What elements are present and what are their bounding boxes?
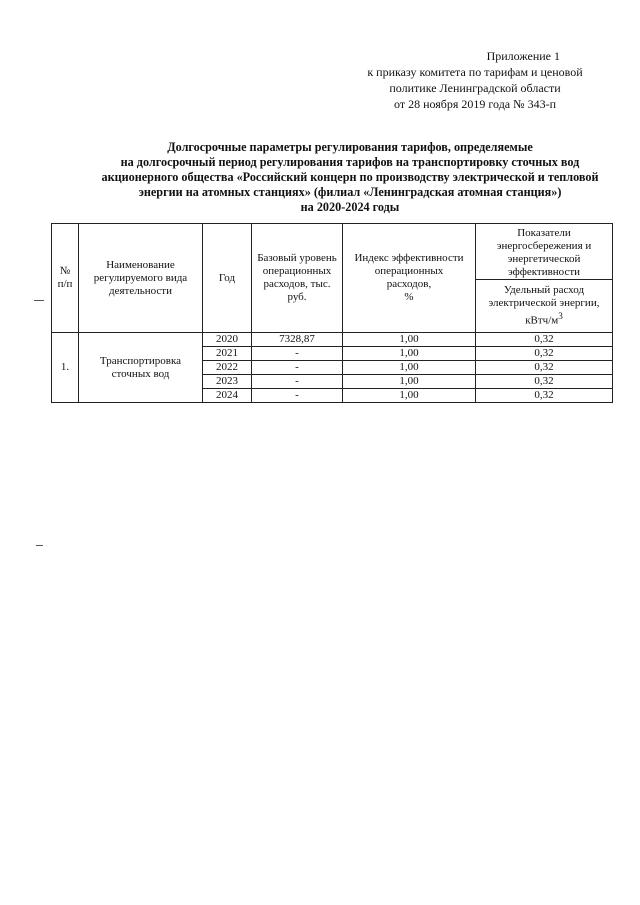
row-activity-name: Транспортировка сточных вод: [79, 333, 203, 403]
appendix-committee-line: политике Ленинградской области: [389, 81, 561, 95]
header-energy-group: Показатели энергосбережения и энергетической эффективности: [476, 224, 613, 280]
cell-energy: 0,32: [476, 361, 613, 375]
cell-year: 2020: [203, 333, 252, 347]
appendix-order-line: к приказу комитета по тарифам и ценовой: [367, 65, 583, 79]
parameters-table: [51, 223, 613, 403]
title-line-1: Долгосрочные параметры регулирования тарифов, определяемые: [167, 140, 533, 154]
cell-year: 2022: [203, 361, 252, 375]
cell-base: -: [252, 347, 343, 361]
scan-mark-1: [34, 300, 44, 301]
row-number: 1.: [52, 333, 79, 403]
appendix-header: [330, 48, 620, 112]
title-line-2: на долгосрочный период регулирования тарифов на транспортировку сточных вод: [120, 155, 580, 169]
header-number: № п/п: [52, 224, 79, 333]
cell-energy: 0,32: [476, 375, 613, 389]
scan-mark-2: [36, 545, 43, 546]
header-specific-consumption: [476, 280, 613, 333]
cell-index: 1,00: [343, 347, 476, 361]
header-base-expenses: Базовый уровень операционных расходов, тыс. руб.: [252, 224, 343, 333]
title-line-4: энергии на атомных станциях» (филиал «Ленинградская атомная станция»): [138, 185, 562, 199]
cell-energy: 0,32: [476, 347, 613, 361]
header-index-line-3: расходов,: [386, 278, 432, 290]
cell-index: 1,00: [343, 333, 476, 347]
header-year: Год: [203, 224, 252, 333]
cell-base: -: [252, 389, 343, 403]
document-title: [80, 140, 620, 215]
cell-energy: 0,32: [476, 389, 613, 403]
table-row: [52, 333, 613, 347]
cell-year: 2024: [203, 389, 252, 403]
header-efficiency-index: [343, 224, 476, 333]
cell-year: 2023: [203, 375, 252, 389]
cell-base: -: [252, 361, 343, 375]
header-activity: Наименование регулируемого вида деятельности: [79, 224, 203, 333]
header-index-line-1: Индекс эффективности: [354, 252, 464, 264]
appendix-date-line: от 28 ноября 2019 года № 343-п: [394, 97, 556, 111]
appendix-title: Приложение 1: [486, 49, 560, 63]
table-header-row: [52, 224, 613, 280]
header-unit-superscript: 3: [558, 311, 563, 322]
cell-energy: 0,32: [476, 333, 613, 347]
header-specific-consumption-label: Удельный расход электрической энергии, кВтч/м: [488, 284, 600, 327]
cell-index: 1,00: [343, 389, 476, 403]
cell-base: -: [252, 375, 343, 389]
cell-base: 7328,87: [252, 333, 343, 347]
cell-year: 2021: [203, 347, 252, 361]
cell-index: 1,00: [343, 361, 476, 375]
cell-index: 1,00: [343, 375, 476, 389]
header-index-line-2: операционных: [374, 265, 444, 277]
header-index-line-4: %: [404, 291, 414, 303]
title-line-3: акционерного общества «Российский концерн по производству электрической и тепловой: [101, 170, 599, 184]
title-line-5: на 2020-2024 годы: [300, 200, 400, 214]
